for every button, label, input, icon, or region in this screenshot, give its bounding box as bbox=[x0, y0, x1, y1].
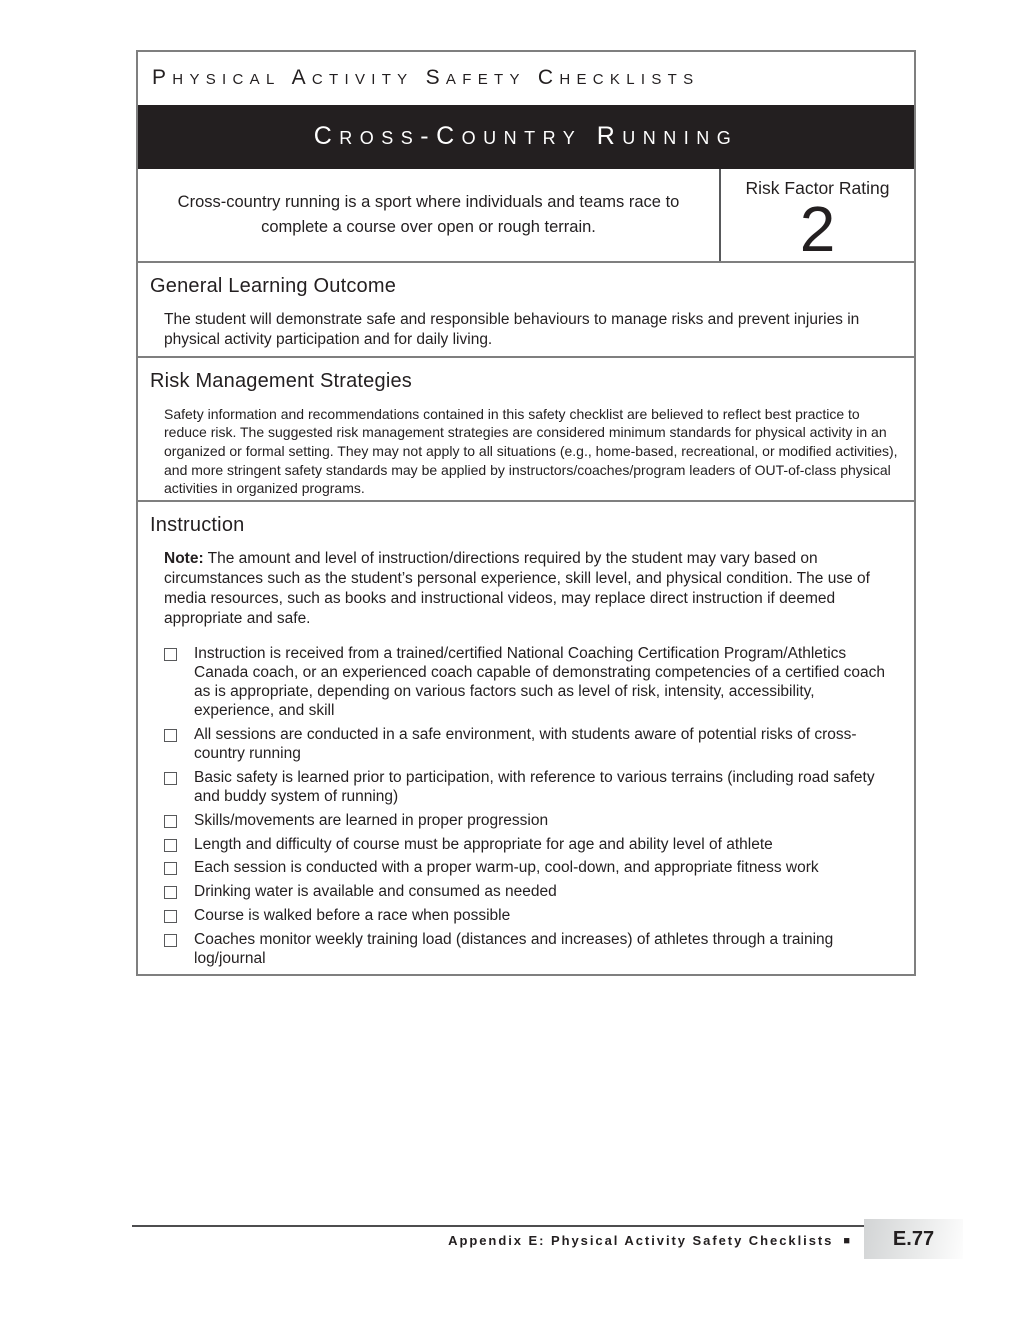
section-risk-management-strategies bbox=[138, 358, 914, 502]
intro-row bbox=[138, 169, 914, 263]
section-general-learning-outcome bbox=[138, 263, 914, 358]
risk-factor-cell bbox=[719, 169, 914, 265]
general-learning-outcome-body: The student will demonstrate safe and responsible behaviours to manage risks and prevent injuries in physical activity participation and for daily living. bbox=[164, 310, 860, 348]
checkbox-icon[interactable] bbox=[164, 815, 177, 828]
checklist-item-text: Each session is conducted with a proper warm-up, cool-down, and appropriate fitness work bbox=[194, 859, 819, 877]
instruction-note bbox=[164, 549, 898, 630]
instruction-checklist bbox=[164, 645, 898, 969]
page-number-tab bbox=[864, 1219, 963, 1259]
masthead-title: Physical Activity Safety Checklists bbox=[152, 66, 700, 90]
checkbox-icon[interactable] bbox=[164, 729, 177, 742]
checklist-item-text: Instruction is received from a trained/certified National Coaching Certification Program/Athletics Canada coach, or an experienced coach capable of demonstrating competencies of a certified coach as is appropriate, depending on various factors such as level of risk, intensity, accessibility, experience, and skill bbox=[194, 645, 886, 720]
checklist-item bbox=[164, 769, 898, 807]
checklist-item bbox=[164, 645, 898, 721]
checkbox-icon[interactable] bbox=[164, 648, 177, 661]
risk-management-heading: Risk Management Strategies bbox=[150, 369, 412, 392]
footer-breadcrumb bbox=[136, 1233, 850, 1248]
checklist-item bbox=[164, 931, 898, 969]
checklist-item-text: Skills/movements are learned in proper progression bbox=[194, 811, 549, 829]
checkbox-icon[interactable] bbox=[164, 862, 177, 875]
checklist-item bbox=[164, 836, 898, 855]
checklist-item-text: Drinking water is available and consumed as needed bbox=[194, 883, 557, 901]
section-instruction bbox=[138, 502, 914, 974]
general-learning-outcome-heading: General Learning Outcome bbox=[150, 274, 397, 297]
footer-breadcrumb-text: Appendix E: Physical Activity Safety Checklists bbox=[448, 1233, 834, 1248]
checklist-item-text: Course is walked before a race when possible bbox=[194, 907, 511, 925]
checklist-item-text: All sessions are conducted in a safe environment, with students aware of potential risks of cross-country running bbox=[194, 726, 857, 762]
risk-management-body: Safety information and recommendations contained in this safety checklist are believed to reflect best practice to reduce risk. The suggested risk management strategies are considered minimum standards for physical activity in an organized or formal setting. They may not apply to all situations (e.g., home-based, recreational, or modified activities), and more stringent safety standards may be applied by instructors/coaches/program leaders of OUT-of-class physical activities in organized programs. bbox=[164, 405, 898, 497]
note-body: The amount and level of instruction/directions required by the student may vary based on circumstances such as the student’s personal experience, skill level, and physical condition. The use of media resources, such as books and instructional videos, may replace direct instruction if deemed appropriate and safe. bbox=[164, 549, 870, 628]
square-bullet-icon: ■ bbox=[843, 1235, 850, 1247]
activity-title-banner: Cross-Country Running bbox=[138, 105, 914, 169]
activity-description-cell bbox=[138, 169, 719, 261]
instruction-heading: Instruction bbox=[150, 513, 245, 536]
checkbox-icon[interactable] bbox=[164, 934, 177, 947]
checklist-item bbox=[164, 812, 898, 831]
checklist-item bbox=[164, 883, 898, 902]
checklist-item bbox=[164, 859, 898, 878]
checklist-item-text: Basic safety is learned prior to participation, with reference to various terrains (including road safety and buddy system of running) bbox=[194, 768, 875, 805]
risk-factor-label: Risk Factor Rating bbox=[745, 177, 890, 198]
activity-description: Cross-country running is a sport where individuals and teams race to complete a course over open or rough terrain. bbox=[177, 192, 680, 236]
checkbox-icon[interactable] bbox=[164, 910, 177, 923]
checklist-item bbox=[164, 726, 898, 764]
note-label: Note: bbox=[164, 549, 204, 567]
safety-checklist-document bbox=[136, 50, 916, 976]
checkbox-icon[interactable] bbox=[164, 772, 177, 785]
checklist-item bbox=[164, 907, 898, 926]
checklist-item-text: Coaches monitor weekly training load (distances and increases) of athletes through a training log/journal bbox=[194, 931, 834, 968]
risk-factor-value: 2 bbox=[799, 192, 836, 265]
checklist-item-text: Length and difficulty of course must be appropriate for age and ability level of athlete bbox=[194, 835, 773, 853]
checkbox-icon[interactable] bbox=[164, 839, 177, 852]
checkbox-icon[interactable] bbox=[164, 886, 177, 899]
footer-rule bbox=[132, 1225, 866, 1227]
page-number: E.77 bbox=[892, 1227, 935, 1250]
